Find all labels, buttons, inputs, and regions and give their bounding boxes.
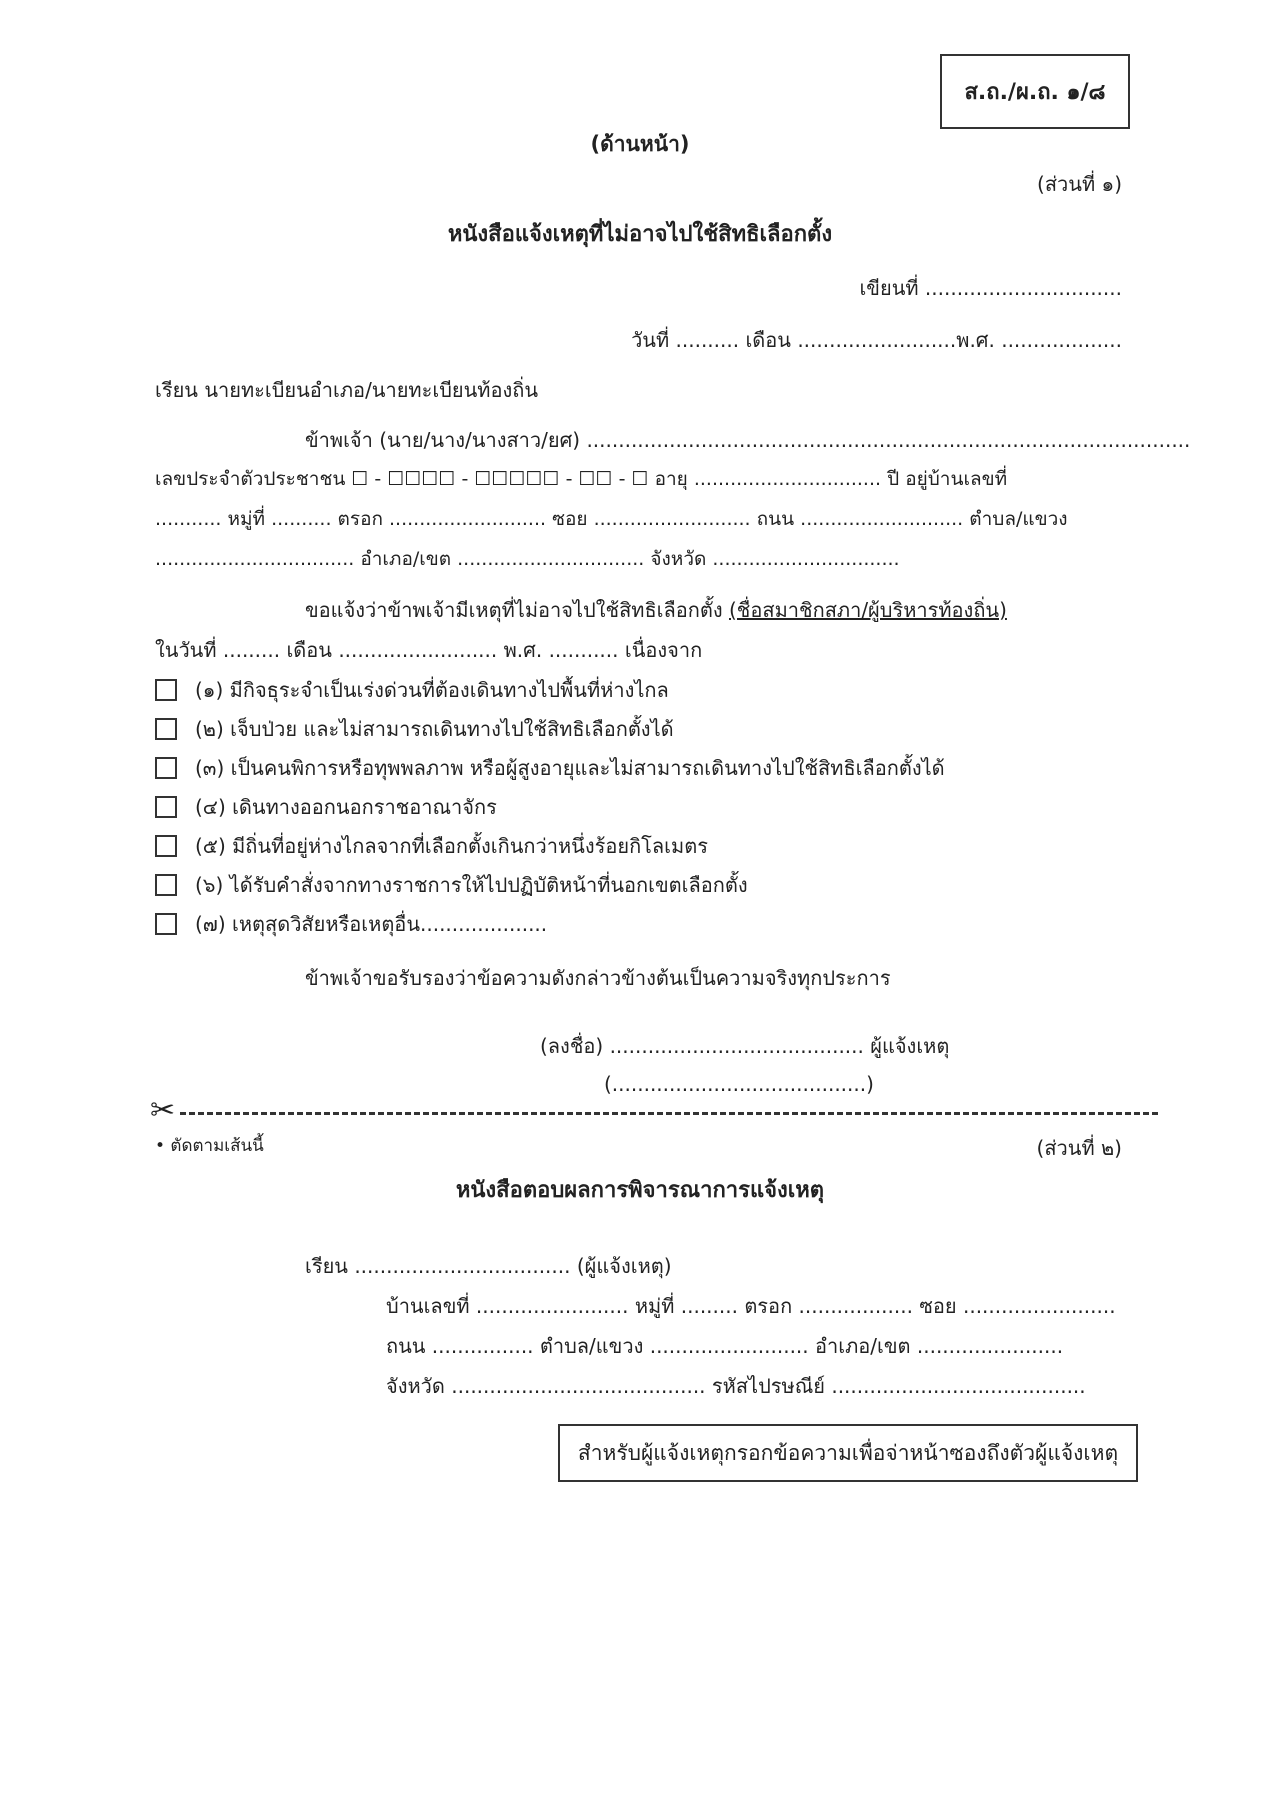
address-line-2: ................................. อำเภอ/เขต ............................... จังหวัด ............................... <box>155 548 900 570</box>
part2-label: (ส่วนที่ ๒) <box>1036 1136 1122 1160</box>
reply-address-2: ถนน ................ ตำบล/แขวง ......................... อำเภอ/เขต ....................... <box>386 1334 1064 1358</box>
cut-note: • ตัดตามเส้นนี้ <box>155 1136 264 1156</box>
reason-checkbox[interactable] <box>155 718 177 740</box>
signature-line: (ลงชื่อ) ........................................ ผู้แจ้งเหตุ <box>540 1034 950 1058</box>
id-line: เลขประจำตัวประชาชน ☐ - ☐☐☐☐ - ☐☐☐☐☐ - ☐☐ - ☐ อายุ ............................... ปี อยู่บ้านเลขที่ <box>155 468 1008 490</box>
envelope-note-box <box>558 1424 1138 1482</box>
date-line: วันที่ .......... เดือน .........................พ.ศ. ................... <box>631 328 1122 352</box>
date-reason: ในวันที่ ......... เดือน ......................... พ.ศ. ........... เนื่องจาก <box>155 638 703 662</box>
reason-checkbox[interactable] <box>155 913 177 935</box>
reason-row <box>155 752 945 784</box>
addressee: เรียน นายทะเบียนอำเภอ/นายทะเบียนท้องถิ่น <box>155 378 539 402</box>
written-at: เขียนที่ ............................... <box>859 276 1122 300</box>
reason-checkbox[interactable] <box>155 679 177 701</box>
reply-address-1: บ้านเลขที่ ........................ หมู่ที่ ......... ตรอก .................. ซอย ........................ <box>386 1294 1116 1318</box>
reply-to-line: เรียน .................................. (ผู้แจ้งเหตุ) <box>305 1254 672 1278</box>
signature-name: (........................................) <box>604 1072 874 1096</box>
reason-label: (๔) เดินทางออกนอกราชอาณาจักร <box>195 795 497 819</box>
reason-row <box>155 830 708 862</box>
reason-label: (๕) มีถิ่นที่อยู่ห่างไกลจากที่เลือกตั้งเกินกว่าหนึ่งร้อยกิโลเมตร <box>195 834 708 858</box>
reason-row <box>155 791 497 823</box>
form-code-box <box>940 54 1130 129</box>
reply-address-3: จังหวัด ........................................ รหัสไปรษณีย์ ........................................ <box>386 1374 1086 1398</box>
part2-title: หนังสือตอบผลการพิจารณาการแจ้งเหตุ <box>455 1178 825 1203</box>
reason-label: (๖) ได้รับคำสั่งจากทางราชการให้ไปปฏิบัติหน้าที่นอกเขตเลือกตั้ง <box>195 873 748 897</box>
reason-checkbox[interactable] <box>155 757 177 779</box>
reason-row <box>155 674 669 706</box>
part1-title: หนังสือแจ้งเหตุที่ไม่อาจไปใช้สิทธิเลือกตั้ง <box>447 222 833 247</box>
envelope-note: สำหรับผู้แจ้งเหตุกรอกข้อความเพื่อจ่าหน้าซองถึงตัวผู้แจ้งเหตุ <box>577 1440 1119 1465</box>
address-line-1: ........... หมู่ที่ .......... ตรอก .......................... ซอย .......................... ถนน ........................... ตำบล/แขวง <box>155 508 1068 530</box>
scissors-icon: ✂ <box>150 1093 176 1128</box>
reason-checkbox[interactable] <box>155 835 177 857</box>
cut-line <box>180 1112 1158 1115</box>
certify-statement: ข้าพเจ้าขอรับรองว่าข้อความดังกล่าวข้างต้นเป็นความจริงทุกประการ <box>305 966 891 990</box>
part1-label: (ส่วนที่ ๑) <box>1037 172 1122 196</box>
reason-row <box>155 908 547 940</box>
notify-prefix: ขอแจ้งว่าข้าพเจ้ามีเหตุที่ไม่อาจไปใช้สิทธิเลือกตั้ง <box>305 598 723 622</box>
reason-label: (๒) เจ็บป่วย และไม่สามารถเดินทางไปใช้สิทธิเลือกตั้งได้ <box>195 717 674 741</box>
reason-label: (๗) เหตุสุดวิสัยหรือเหตุอื่น.................... <box>195 912 548 936</box>
reason-label: (๓) เป็นคนพิการหรือทุพพลภาพ หรือผู้สูงอายุและไม่สามารถเดินทางไปใช้สิทธิเลือกตั้งได้ <box>195 756 945 780</box>
notify-line <box>305 600 1007 620</box>
reason-row <box>155 713 674 745</box>
declarant-line: ข้าพเจ้า (นาย/นาง/นางสาว/ยศ) ............................................................................................... <box>305 428 1191 452</box>
front-label: (ด้านหน้า) <box>590 132 690 156</box>
form-code: ส.ถ./ผ.ถ. ๑/๘ <box>964 80 1106 105</box>
reason-checkbox[interactable] <box>155 874 177 896</box>
reason-label: (๑) มีกิจธุระจำเป็นเร่งด่วนที่ต้องเดินทางไปพื้นที่ห่างไกล <box>195 678 669 702</box>
reason-checkbox[interactable] <box>155 796 177 818</box>
notify-election: (ชื่อสมาชิกสภา/ผู้บริหารท้องถิ่น) <box>729 598 1007 622</box>
reason-row <box>155 869 748 901</box>
